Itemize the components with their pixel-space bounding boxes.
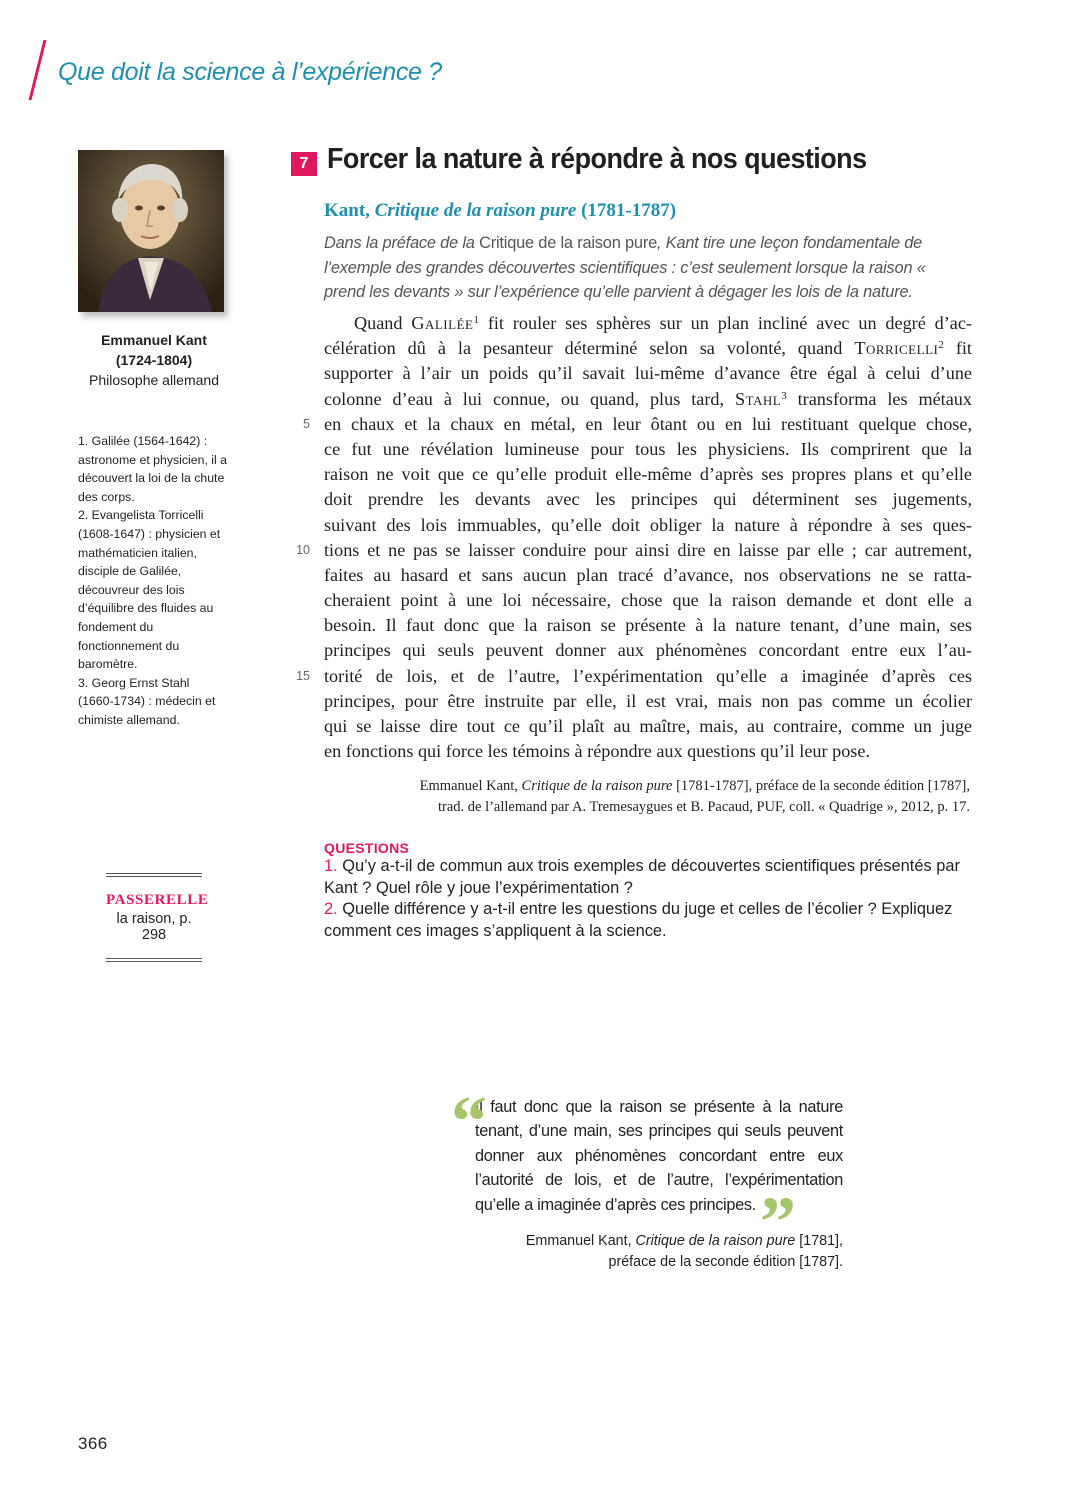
quote-source-line-2: préface de la seconde édition [1787].	[608, 1254, 843, 1271]
document-number-badge: 7	[291, 152, 317, 176]
text-line: torité de lois, et de l’autre, l’expérimentation qu’elle a imaginée d’après ces	[324, 665, 972, 686]
passerelle-bottom-rule	[106, 958, 202, 962]
footnote-2: 2. Evangelista Torricelli (1608-1647) : physicien et mathématicien italien, disciple de Galilée, découvreur des lois d’équilibre des fluides au fondement du fonctionnement du baromètre.	[78, 508, 221, 672]
text-span: Quand	[354, 313, 412, 333]
text-span: transforma les métaux	[786, 388, 972, 409]
text-line: principes qui seuls peuvent donner aux phénomènes concordant entre eux l’au-	[324, 640, 972, 661]
text-line	[324, 387, 972, 412]
text-line: tions et ne pas se laisser conduire pour ainsi dire en laisse par elle ; car autrement,	[324, 539, 972, 560]
document-title: Forcer la nature à répondre à nos questions	[327, 143, 867, 175]
portrait-caption	[64, 330, 244, 390]
name-stahl: Stahl	[734, 388, 782, 409]
footnote-ref-2[interactable]: 2	[938, 339, 944, 352]
intro-part1: Dans la préface de la	[324, 234, 480, 252]
footnote-ref-3[interactable]: 3	[781, 389, 787, 402]
caption-dates: (1724-1804)	[115, 352, 193, 368]
quote-body: Il faut donc que la raison se présente à la nature tenant, d’une main, ses principes qui seuls peuvent donner aux phénomènes concordant entre eux l’autorité de lois, et de l’autre, l’expérimentation qu’elle a imaginée d’après ces principes.	[475, 1098, 843, 1214]
document-intro	[324, 231, 964, 305]
citation-line-2: trad. de l’allemand par A. Tremesaygues et B. Pacaud, PUF, coll. « Quadrige », 2012, p. 17.	[437, 799, 970, 815]
source-citation	[324, 776, 970, 818]
quote-source-year: [1781],	[795, 1233, 843, 1250]
line-number-10: 10	[296, 543, 310, 557]
footnote-1: 1. Galilée (1564-1642) : astronome et physicien, il a découvert la loi de la chute des corps.	[78, 434, 228, 504]
citation-work: Critique de la raison pure	[521, 778, 673, 794]
document-source	[324, 200, 676, 222]
text-line: besoin. Il faut donc que la raison se présente à la nature tenant, d’une main, ses	[324, 615, 972, 636]
questions-block	[324, 840, 984, 942]
question-text: Qu’y a-t-il de commun aux trois exemples de découvertes scientifiques présentés par Kant ? Quel rôle y joue l’expérimentation ?	[324, 857, 960, 897]
source-work: Critique de la raison pure	[374, 200, 577, 221]
pull-quote	[451, 1081, 845, 1273]
quote-source-author: Emmanuel Kant,	[525, 1233, 636, 1250]
running-title: Que doit la science à l’expérience ?	[58, 58, 442, 86]
name-torricelli: Torricelli	[854, 338, 939, 359]
text-span: fit	[943, 338, 972, 359]
text-line: supporter à l’air un poids qu’il savait lui-même d’avance être égal à celui d’une	[324, 363, 972, 384]
header-accent-slash	[29, 40, 47, 100]
line-number-5: 5	[303, 417, 310, 431]
text-line: raison ne voit que ce qu’elle produit elle-même d’après ses propres plans et qu’elle	[324, 464, 972, 485]
line-number-15: 15	[296, 669, 310, 683]
text-line: suivant des lois immuables, qu’elle doit obliger la nature à répondre à ses ques-	[324, 514, 972, 535]
main-text	[324, 311, 972, 764]
citation-line-1	[324, 776, 970, 797]
quote-source-work: Critique de la raison pure	[635, 1233, 796, 1250]
open-quote-icon: “	[451, 1081, 487, 1161]
footnotes	[78, 432, 228, 730]
passerelle-link[interactable]: la raison, p. 298	[116, 911, 192, 943]
citation-author: Emmanuel Kant,	[419, 778, 522, 794]
text-line: doit prendre les devants avec les principes qui déterminent ses jugements,	[324, 489, 972, 510]
question-2	[324, 899, 984, 942]
question-text: Quelle différence y a-t-il entre les questions du juge et celles de l’écolier ? Expliquez comment ces images s’appliquent à la science.	[324, 900, 953, 940]
citation-edition: [1781-1787], préface de la seconde édition [1787],	[672, 778, 970, 794]
text-line	[324, 336, 972, 361]
passerelle-top-rule	[106, 873, 202, 877]
question-1	[324, 856, 984, 899]
page-number: 366	[78, 1434, 108, 1453]
kant-portrait	[78, 150, 224, 312]
text-line: principes, pour être instruite par elle, il est vrai, mais non pas comme un écolier	[324, 690, 972, 711]
text-line: cheraient point à une loi nécessaire, chose que la raison demande et dont elle a	[324, 590, 972, 611]
text-line: en fonctions qui force les témoins à répondre aux questions qu’il leur pose.	[324, 741, 870, 762]
footnote-ref-1[interactable]: 1	[473, 313, 479, 326]
passerelle-box[interactable]	[106, 873, 209, 962]
caption-role: Philosophe allemand	[89, 372, 219, 388]
text-line	[324, 311, 972, 336]
intro-work: Critique de la raison pure	[479, 234, 657, 252]
text-line: qui se laisse dire tout ce qu’il plaît au maître, mais, au contraire, comme un juge	[324, 716, 972, 736]
source-years: (1781-1787)	[576, 200, 677, 221]
portrait-frame	[78, 150, 224, 312]
name-galilee: Galilée	[411, 313, 474, 333]
text-span: fit rouler ses sphères sur un plan incliné avec un degré d’ac-	[478, 313, 972, 333]
text-line: ce fut une révélation lumineuse pour tous les physiciens. Ils comprirent que la	[324, 438, 972, 459]
footnote-3: 3. Georg Ernst Stahl (1660-1734) : médecin et chimiste allemand.	[78, 675, 216, 727]
text-span: célération dû à la pesanteur déterminé selon sa volonté, quand	[324, 338, 855, 359]
caption-name: Emmanuel Kant	[101, 332, 207, 348]
text-line: faites au hasard et sans aucun plan tracé d’avance, nos observations ne se ratta-	[324, 564, 972, 585]
text-span: colonne d’eau à lui connue, ou quand, plus tard,	[324, 388, 735, 409]
source-author: Kant,	[324, 200, 375, 221]
intro-part2: , Kant tire une leçon fondamentale de l’exemple des grandes découvertes scientifiques : c’est seulement lorsque la raison « prend les devants » sur l’expérience qu’elle parvient à dégager les lois de la nature.	[324, 234, 926, 302]
text-line: en chaux et la chaux en métal, en leur ôtant ou en lui restituant quelque chose,	[324, 413, 972, 434]
questions-title: QUESTIONS	[324, 840, 410, 856]
close-quote-icon: ”	[759, 1181, 796, 1262]
passerelle-label: PASSERELLE	[106, 892, 209, 908]
question-number: 1.	[324, 857, 338, 875]
question-number: 2.	[324, 900, 338, 918]
